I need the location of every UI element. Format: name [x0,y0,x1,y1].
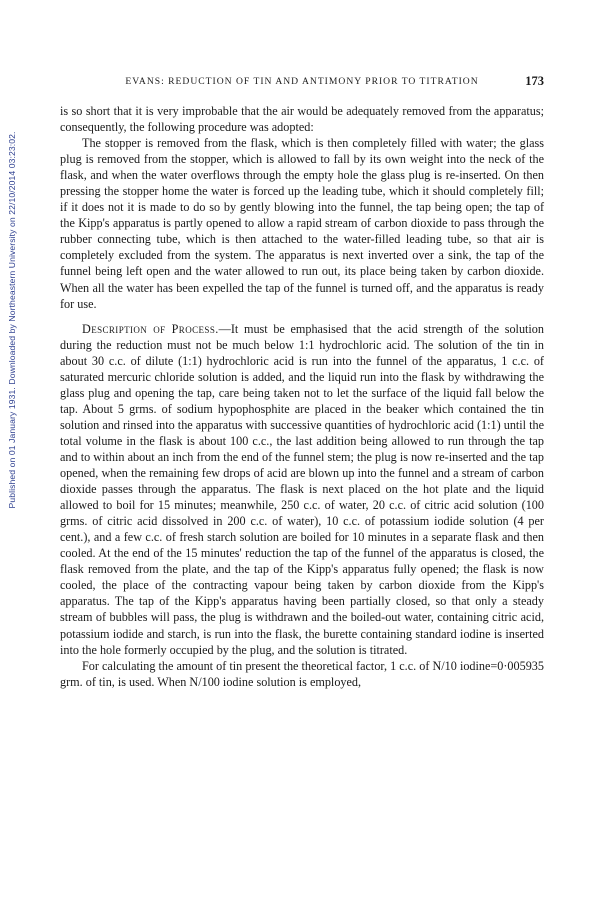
paragraph-1: is so short that it is very improbable that the air would be adequately removed from the apparatus; consequently, the following procedure was adopted: [60,104,544,135]
body-text [60,103,544,690]
running-header [60,76,544,92]
paragraph-3 [60,321,544,658]
paragraph-4: For calculating the amount of tin present the theoretical factor, 1 c.c. of N/10 iodine=0·005935 grm. of tin, is used. When N/100 iodine solution is employed, [60,658,544,689]
paragraph-3-body: —It must be emphasised that the acid strength of the solution during the reduction must not be much below 1:1 hydrochloric acid. The solution of the tin in about 30 c.c. of dilute (1:1) hydrochloric acid is run into the funnel of the apparatus, 1 c.c. of saturated mercuric chloride solution is added, and the liquid run into the flask by withdrawing the glass plug and opening the tap, care being taken not to let the surface of the liquid fall below the tap. About 5 grms. of sodium hypophosphite are placed in the beaker which contained the tin solution and rinsed into the apparatus with successive quantities of hydrochloric acid (1:1) until the total volume in the flask is about 100 c.c., the last addition being allowed to run through the tap and to within about an inch from the end of the funnel stem; the plug is now re-inserted and the tap opened, when the remaining few drops of acid are blown up into the funnel and a stream of carbon dioxide passes through the apparatus. The flask is next placed on the hot plate and the liquid allowed to boil for 15 minutes; meanwhile, 250 c.c. of water, 20 c.c. of citric acid solution (100 grms. of citric acid dissolved in 200 c.c. of water), 10 c.c. of potassium iodide solution (4 per cent.), and a few c.c. of fresh starch solution are boiled for 10 minutes in a separate flask and then cooled. At the end of the 15 minutes' reduction the tap of the funnel of the apparatus is closed, the flask removed from the plate, and the tap of the Kipp's apparatus fully opened; the flask is now cooled, the place of the contracting vapour being taken by carbon dioxide from the Kipp's apparatus. The tap of the Kipp's apparatus having been partially closed, so that only a steady stream of bubbles will pass, the plug is withdrawn and the boiled-out water, containing citric acid, potassium iodide and starch, is run into the flask, the burette containing standard iodine is inserted into the hole formerly occupied by the plug, and the solution is titrated. [60,321,545,657]
paragraph-2: The stopper is removed from the flask, which is then completely filled with water; the glass plug is removed from the stopper, which is allowed to fall by its own weight into the neck of the flask, and when the water overflows through the empty hole the glass plug is re-inserted. On then pressing the stopper home the water is forced up the leading tube, which it should completely fill; if it does not it is made to do so by gently blowing into the funnel, the tap being open; the tap of the Kipp's apparatus is partly opened to allow a rapid stream of carbon dioxide to pass through the rubber connecting tube, which is then attached to the water-filled leading tube, so that air is completely excluded from the system. The apparatus is next inverted over a sink, the tap of the funnel being left open and the water allowed to run out, its place being taken by carbon dioxide. When all the water has been expelled the tap of the funnel is turned off, and the apparatus is ready for use. [60,136,544,311]
section-heading: Description of Process. [82,321,219,336]
download-watermark-text: Published on 01 January 1931. Downloaded by Northeastern University on 22/10/2014 03:23:02. [7,131,17,509]
page-number: 173 [525,74,544,88]
download-watermark [0,0,20,640]
running-title: EVANS: REDUCTION OF TIN AND ANTIMONY PRIOR TO TITRATION [125,76,479,87]
